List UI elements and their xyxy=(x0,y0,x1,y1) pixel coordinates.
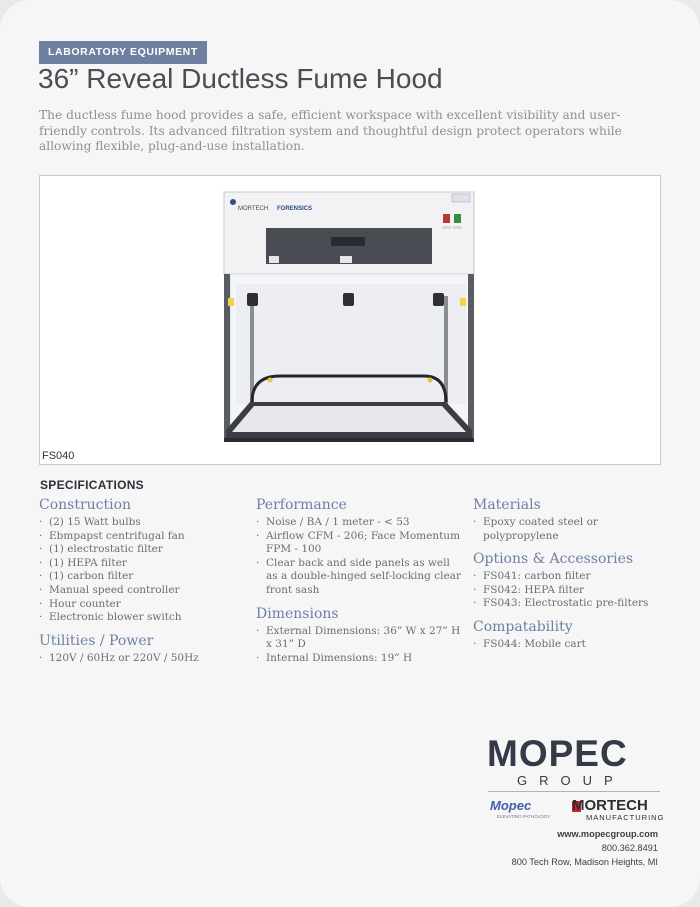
list-item: · (1) electrostatic filter xyxy=(39,543,244,557)
list-item: · (1) HEPA filter xyxy=(39,557,244,571)
model-number: FS040 xyxy=(42,450,75,462)
spec-column-3 xyxy=(473,497,673,660)
list-item: · 120V / 60Hz or 220V / 50Hz xyxy=(39,652,244,666)
green-indicator-light xyxy=(454,214,461,223)
mortech-subtitle: MANUFACTURING xyxy=(586,813,665,822)
construction-list xyxy=(39,516,244,625)
display-readout xyxy=(331,237,365,246)
utilities-list xyxy=(39,652,244,666)
right-latch xyxy=(433,293,444,306)
right-frame-post xyxy=(468,274,474,440)
mopec-logo: Mopec xyxy=(490,798,532,813)
spec-column-1 xyxy=(39,497,244,673)
mopec-group-logo: MOPEC xyxy=(487,733,628,774)
performance-list xyxy=(256,516,461,598)
website-link[interactable]: www.mopecgroup.com xyxy=(557,829,658,839)
mortech-logo: MORTECH xyxy=(572,797,648,814)
list-item: · Electronic blower switch xyxy=(39,611,244,625)
list-item: · Clear back and side panels as well as a double-hinged self-locking clear front sash xyxy=(256,557,461,598)
logo-divider xyxy=(488,791,660,792)
dimensions-list xyxy=(256,625,461,666)
fume-hood-illustration xyxy=(40,176,660,464)
page-title: 36” Reveal Ductless Fume Hood xyxy=(38,63,443,94)
list-item: · FS042: HEPA filter xyxy=(473,584,673,598)
mopec-group-subtitle: GROUP xyxy=(517,773,625,788)
list-item: · Epoxy coated steel or polypropylene xyxy=(473,516,673,543)
construction-heading: Construction xyxy=(39,497,132,513)
list-item: · Internal Dimensions: 19” H xyxy=(256,652,461,666)
corner-badge xyxy=(452,194,470,202)
list-item: · External Dimensions: 36” W x 27” H x 31” D xyxy=(256,625,461,652)
list-item: · Hour counter xyxy=(39,598,244,612)
list-item: · FS041: carbon filter xyxy=(473,570,673,584)
options-list xyxy=(473,570,673,611)
performance-heading: Performance xyxy=(256,497,347,513)
list-item: · Airflow CFM - 206; Face Momentum FPM - 100 xyxy=(256,530,461,557)
spec-column-2 xyxy=(256,497,461,673)
phone-number: 800.362.8491 xyxy=(601,843,658,853)
brand-label-suffix: FORENSICS xyxy=(277,206,313,212)
compatability-list xyxy=(473,638,673,652)
center-latch xyxy=(343,293,354,306)
list-item: · (2) 15 Watt bulbs xyxy=(39,516,244,530)
list-item: · Ebmpapst centrifugal fan xyxy=(39,530,244,544)
list-item: · Manual speed controller xyxy=(39,584,244,598)
list-item: · FS044: Mobile cart xyxy=(473,638,673,652)
brand-label-prefix: MORTECH xyxy=(238,206,269,212)
brand-logo-mark xyxy=(230,199,236,205)
red-indicator-light xyxy=(443,214,450,223)
intro-paragraph: The ductless fume hood provides a safe, efficient workspace with excellent visibility and user-friendly controls. Its advanced filtration system and thoughtful design protect operators while allowing flexible, plug-and-use installation. xyxy=(39,108,622,153)
specifications-heading: SPECIFICATIONS xyxy=(40,478,144,492)
utilities-heading: Utilities / Power xyxy=(39,632,154,649)
materials-list xyxy=(473,516,673,543)
list-item: · (1) carbon filter xyxy=(39,570,244,584)
address: 800 Tech Row, Madison Heights, MI xyxy=(511,857,658,867)
mopec-tagline: ELEVATING PATHOLOGY xyxy=(497,814,551,819)
list-item: · Noise / BA / 1 meter - < 53 xyxy=(256,516,461,530)
product-image-frame xyxy=(39,175,661,465)
category-tag: LABORATORY EQUIPMENT xyxy=(39,41,207,64)
compatability-heading: Compatability xyxy=(473,618,573,635)
dimensions-heading: Dimensions xyxy=(256,605,339,622)
list-item: · FS043: Electrostatic pre-filters xyxy=(473,597,673,611)
left-latch xyxy=(247,293,258,306)
options-heading: Options & Accessories xyxy=(473,551,634,568)
materials-heading: Materials xyxy=(473,497,541,513)
